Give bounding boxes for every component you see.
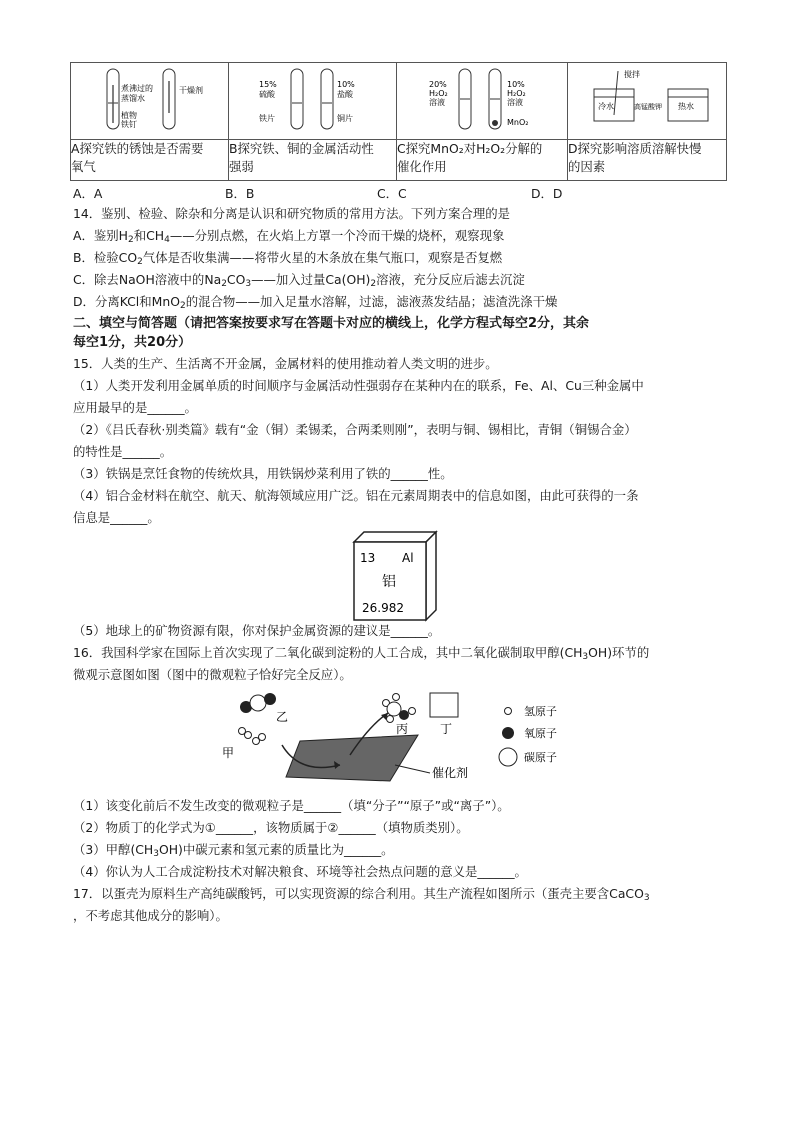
svg-text:溶液: 溶液	[507, 98, 523, 107]
aluminum-element-card	[350, 528, 440, 622]
svg-text:硫酸: 硫酸	[259, 90, 275, 99]
svg-text:溶液: 溶液	[429, 98, 445, 107]
q17-stem-cont: ，不考虑其他成分的影响）。	[73, 908, 228, 923]
svg-text:H₂O₂: H₂O₂	[507, 89, 526, 98]
q15-part5: （5）地球上的矿物资源有限，你对保护金属资源的建议是______。	[73, 623, 441, 638]
q15-part4-blank: 信息是______。	[73, 510, 160, 525]
svg-text:10%: 10%	[507, 80, 525, 89]
q14-option-d[interactable]: D．分离KCl和MnO$_2$的混合物——加入足量水溶解，过滤，滤液蒸发结晶；滤渣洗涤干燥	[73, 294, 558, 311]
q16-part1: （1）该变化前后不发生改变的微观粒子是______（填“分子”“原子”或“离子”）。	[73, 798, 510, 813]
option-a[interactable]: A．A	[73, 186, 103, 201]
experiment-c-caption: C探究MnO₂对H₂O₂分解的 催化作用	[397, 140, 568, 181]
svg-text:干燥剂: 干燥剂	[179, 86, 203, 95]
metal-acid-figure	[229, 63, 396, 135]
svg-text:20%: 20%	[429, 80, 447, 89]
svg-text:高锰酸钾: 高锰酸钾	[634, 103, 662, 111]
q15-part3: （3）铁锅是烹饪食物的传统炊具，用铁锅炒菜利用了铁的______性。	[73, 466, 453, 481]
q16-part3: （3）甲醇$(CH_3OH)$中碳元素和氢元素的质量比为______。	[73, 842, 394, 859]
experiment-b-caption: B探究铁、铜的金属活动性 强弱	[229, 140, 397, 181]
svg-text:植物: 植物	[121, 111, 137, 120]
element-name: 铝	[382, 574, 396, 590]
q14-option-a[interactable]: A．鉴别$H_2$和$CH_4——$分别点燃，在火焰上方罩一个冷而干燥的烧杯，观察现象	[73, 228, 505, 245]
q15-part2: （2）《吕氏春秋·别类篇》载有“金（铜）柔锡柔，合两柔则刚”，表明与铜、锡相比，青铜（铜锡合金）	[73, 422, 637, 437]
label-jia: 甲	[222, 746, 235, 760]
label-catalyst: 催化剂	[432, 766, 469, 780]
svg-text:10%: 10%	[337, 80, 355, 89]
experiment-d-figure	[568, 63, 727, 140]
option-b[interactable]: B．B	[225, 186, 255, 201]
svg-text:蒸馏水: 蒸馏水	[121, 94, 145, 103]
reaction-micro-diagram	[190, 685, 610, 797]
q14-stem: 14．鉴别、检验、除杂和分离是认识和研究物质的常用方法。下列方案合理的是	[73, 206, 511, 221]
experiment-c-figure	[397, 63, 568, 140]
svg-text:铁片: 铁片	[259, 114, 275, 123]
element-symbol: Al	[402, 551, 414, 565]
q15-stem: 15．人类的生产、生活离不开金属，金属材料的使用推动着人类文明的进步。	[73, 356, 498, 371]
catalyst-figure	[397, 63, 567, 135]
legend-oxygen: 氧原子	[524, 727, 557, 740]
q16-stem-cont: 微观示意图如图（图中的微观粒子恰好完全反应）。	[73, 667, 352, 682]
option-c[interactable]: C．C	[377, 186, 407, 201]
experiment-d-caption: D探究影响溶质溶解快慢 的因素	[568, 140, 727, 181]
legend-carbon: 碳原子	[524, 751, 557, 764]
q15-part4: （4）铝合金材料在航空、航天、航海领域应用广泛。铝在元素周期表中的信息如图，由此可获得的一条	[73, 488, 639, 503]
experiment-table	[70, 62, 727, 181]
atomic-mass: 26.982	[362, 601, 404, 615]
q15-part1-blank: 应用最早的是______。	[73, 400, 197, 415]
q15-part2-blank: 的特性是______。	[73, 444, 173, 459]
svg-text:盐酸: 盐酸	[337, 90, 353, 99]
label-bing: 丙	[396, 722, 409, 736]
q16-stem: 16．我国科学家在国际上首次实现了二氧化碳到淀粉的人工合成，其中二氧化碳制取甲醇$(CH_3OH)$环节的	[73, 645, 650, 662]
svg-text:冷水: 冷水	[598, 102, 614, 111]
section-heading: 二、填空与简答题（请把答案按要求写在答题卡对应的横线上，化学方程式每空2分，其余	[73, 316, 590, 331]
dissolution-figure	[568, 63, 726, 135]
experiment-a-figure	[71, 63, 229, 140]
svg-text:热水: 热水	[678, 102, 694, 111]
svg-text:H₂O₂: H₂O₂	[429, 89, 448, 98]
experiment-a-caption: A探究铁的锈蚀是否需要 氧气	[71, 140, 229, 181]
svg-text:MnO₂: MnO₂	[507, 118, 529, 127]
svg-text:搅拌: 搅拌	[624, 70, 640, 79]
svg-text:铜片: 铜片	[337, 114, 353, 123]
svg-text:铁钉: 铁钉	[121, 120, 137, 129]
legend-hydrogen: 氢原子	[524, 705, 557, 718]
q16-part4: （4）你认为人工合成淀粉技术对解决粮食、环境等社会热点问题的意义是______。	[73, 864, 527, 879]
experiment-b-figure	[229, 63, 397, 140]
svg-text:15%: 15%	[259, 80, 277, 89]
label-ding: 丁	[440, 722, 453, 736]
svg-text:煮沸过的: 煮沸过的	[121, 84, 153, 93]
option-d[interactable]: D．D	[531, 186, 563, 201]
q14-option-c[interactable]: C．除去NaOH溶液中的$Na_2CO_3——$加入过量$Ca(OH)_2$溶液，充分反应后滤去沉淀	[73, 272, 525, 289]
q15-part1: （1）人类开发利用金属单质的时间顺序与金属活动性强弱存在某种内在的联系，Fe、Al、Cu三种金属中	[73, 378, 644, 393]
label-yi: 乙	[276, 710, 289, 724]
q16-part2: （2）物质丁的化学式为①______，该物质属于②______（填物质类别）。	[73, 820, 469, 835]
atomic-number: 13	[360, 551, 376, 565]
section-heading-cont: 每空1分，共20分）	[73, 335, 192, 350]
q17-stem: 17．以蛋壳为原料生产高纯碳酸钙，可以实现资源的综合利用。其生产流程如图所示（蛋壳主要含CaCO$_3$	[73, 886, 650, 903]
rusting-test-tubes-figure	[71, 63, 228, 135]
q14-option-b[interactable]: B．检验$CO_2$气体是否收集满——将带火星的木条放在集气瓶口，观察是否复燃	[73, 250, 503, 267]
